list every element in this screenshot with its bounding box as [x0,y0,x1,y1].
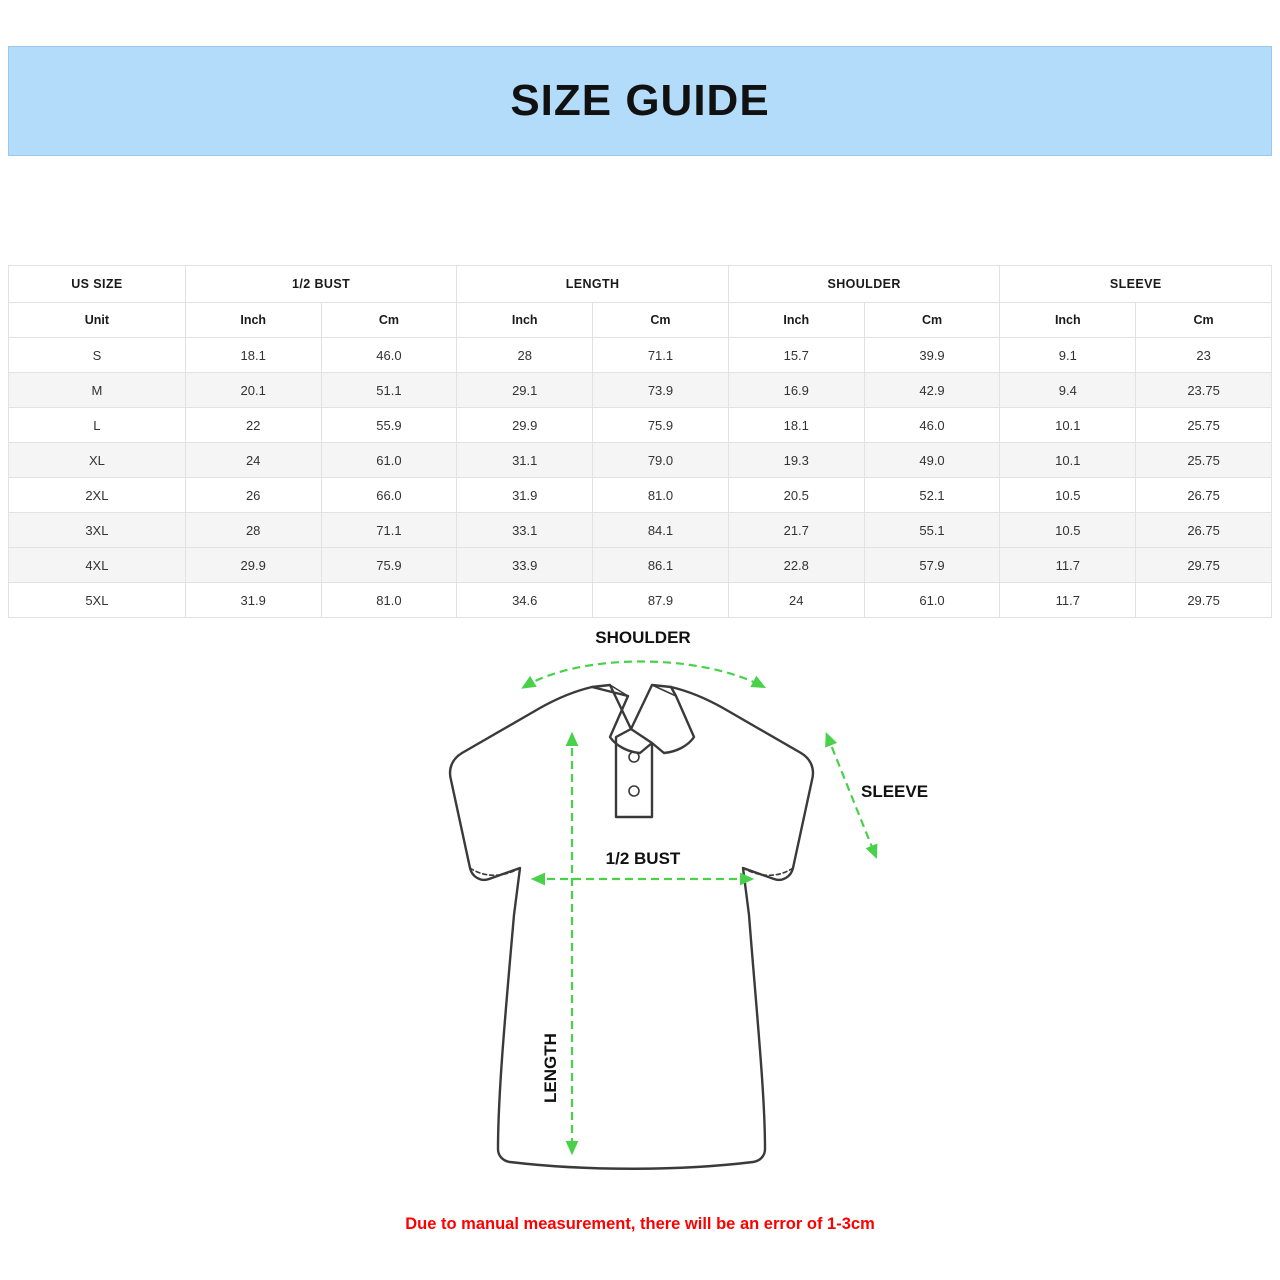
cell-bust-inch: 31.9 [185,583,321,618]
cell-bust-cm: 81.0 [321,583,457,618]
cell-sleeve-inch: 10.1 [1000,443,1136,478]
size-chart-table [8,265,1272,618]
cell-size: 3XL [9,513,186,548]
cell-length-cm: 86.1 [593,548,729,583]
cell-length-cm: 87.9 [593,583,729,618]
cell-bust-cm: 61.0 [321,443,457,478]
cell-sleeve-cm: 23.75 [1136,373,1272,408]
unit-length-inch: Inch [457,303,593,338]
polo-shirt-illustration [450,685,813,1169]
cell-shoulder-cm: 39.9 [864,338,1000,373]
header-sleeve: SLEEVE [1000,266,1272,303]
cell-bust-cm: 51.1 [321,373,457,408]
cell-sleeve-cm: 29.75 [1136,548,1272,583]
table-head [9,266,1272,303]
header-length: LENGTH [457,266,729,303]
header-us-size: US SIZE [9,266,186,303]
unit-bust-inch: Inch [185,303,321,338]
header-half-bust: 1/2 BUST [185,266,457,303]
cell-sleeve-inch: 10.5 [1000,513,1136,548]
cell-sleeve-inch: 9.1 [1000,338,1136,373]
unit-shoulder-cm: Cm [864,303,1000,338]
cell-sleeve-cm: 26.75 [1136,478,1272,513]
cell-sleeve-inch: 10.5 [1000,478,1136,513]
cell-length-inch: 29.1 [457,373,593,408]
table-row [9,373,1272,408]
cell-length-cm: 79.0 [593,443,729,478]
cell-length-inch: 33.9 [457,548,593,583]
cell-length-inch: 28 [457,338,593,373]
size-guide-banner [8,46,1272,156]
unit-shoulder-inch: Inch [728,303,864,338]
cell-shoulder-cm: 61.0 [864,583,1000,618]
cell-sleeve-cm: 23 [1136,338,1272,373]
cell-sleeve-cm: 29.75 [1136,583,1272,618]
cell-size: M [9,373,186,408]
cell-shoulder-cm: 57.9 [864,548,1000,583]
half-bust-label: 1/2 BUST [605,849,681,868]
size-table-container [8,265,1272,618]
table-row [9,443,1272,478]
table-unit-row [9,303,1272,338]
cell-shoulder-inch: 18.1 [728,408,864,443]
cell-sleeve-cm: 25.75 [1136,443,1272,478]
cell-length-inch: 33.1 [457,513,593,548]
cell-sleeve-inch: 9.4 [1000,373,1136,408]
cell-bust-cm: 66.0 [321,478,457,513]
cell-shoulder-inch: 20.5 [728,478,864,513]
table-row [9,478,1272,513]
table-row [9,548,1272,583]
cell-size: XL [9,443,186,478]
cell-length-cm: 81.0 [593,478,729,513]
cell-bust-inch: 29.9 [185,548,321,583]
cell-shoulder-inch: 15.7 [728,338,864,373]
measurement-diagram [0,625,1280,1205]
cell-bust-inch: 28 [185,513,321,548]
cell-size: 2XL [9,478,186,513]
cell-bust-inch: 18.1 [185,338,321,373]
cell-shoulder-cm: 52.1 [864,478,1000,513]
cell-length-cm: 75.9 [593,408,729,443]
cell-shoulder-inch: 22.8 [728,548,864,583]
cell-size: L [9,408,186,443]
cell-sleeve-inch: 11.7 [1000,583,1136,618]
cell-bust-inch: 20.1 [185,373,321,408]
length-label: LENGTH [541,1033,560,1103]
cell-length-cm: 84.1 [593,513,729,548]
cell-length-inch: 31.1 [457,443,593,478]
cell-shoulder-cm: 49.0 [864,443,1000,478]
shoulder-measure-arrow [524,662,764,688]
table-row [9,513,1272,548]
cell-shoulder-inch: 16.9 [728,373,864,408]
unit-sleeve-cm: Cm [1136,303,1272,338]
table-row [9,408,1272,443]
cell-length-cm: 71.1 [593,338,729,373]
page-title: SIZE GUIDE [510,76,770,125]
cell-length-inch: 34.6 [457,583,593,618]
cell-bust-inch: 22 [185,408,321,443]
cell-bust-cm: 46.0 [321,338,457,373]
cell-shoulder-inch: 24 [728,583,864,618]
sleeve-label: SLEEVE [861,782,929,801]
cell-bust-cm: 55.9 [321,408,457,443]
cell-shoulder-inch: 19.3 [728,443,864,478]
unit-bust-cm: Cm [321,303,457,338]
unit-length-cm: Cm [593,303,729,338]
cell-sleeve-inch: 11.7 [1000,548,1136,583]
cell-bust-inch: 24 [185,443,321,478]
cell-length-inch: 29.9 [457,408,593,443]
cell-size: S [9,338,186,373]
cell-sleeve-cm: 25.75 [1136,408,1272,443]
header-shoulder: SHOULDER [728,266,1000,303]
cell-sleeve-inch: 10.1 [1000,408,1136,443]
cell-sleeve-cm: 26.75 [1136,513,1272,548]
cell-size: 5XL [9,583,186,618]
table-group-header-row [9,266,1272,303]
unit-sleeve-inch: Inch [1000,303,1136,338]
cell-shoulder-inch: 21.7 [728,513,864,548]
table-row [9,338,1272,373]
cell-shoulder-cm: 55.1 [864,513,1000,548]
cell-shoulder-cm: 46.0 [864,408,1000,443]
measurement-error-note: Due to manual measurement, there will be an error of 1-3cm [405,1215,875,1233]
cell-length-inch: 31.9 [457,478,593,513]
unit-label: Unit [9,303,186,338]
cell-size: 4XL [9,548,186,583]
cell-bust-inch: 26 [185,478,321,513]
shoulder-label: SHOULDER [595,628,691,647]
cell-shoulder-cm: 42.9 [864,373,1000,408]
cell-bust-cm: 75.9 [321,548,457,583]
cell-bust-cm: 71.1 [321,513,457,548]
table-body [9,303,1272,618]
cell-length-cm: 73.9 [593,373,729,408]
table-row [9,583,1272,618]
